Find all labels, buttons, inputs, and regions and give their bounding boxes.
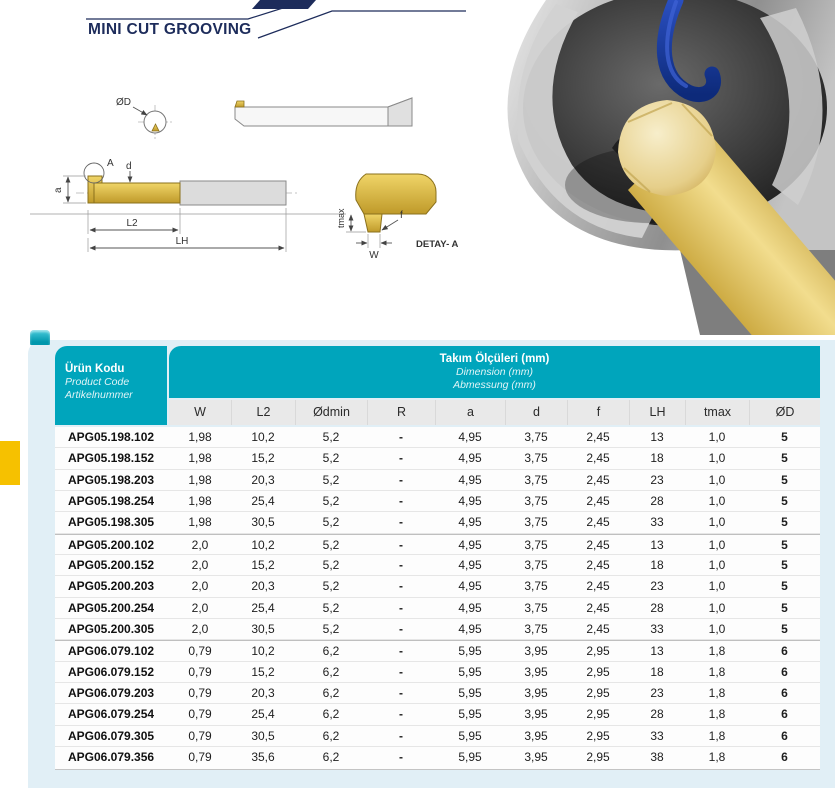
value-cell: 5,2	[322, 515, 340, 530]
value-cell: 5,2	[322, 472, 340, 487]
column-header: d	[505, 400, 567, 425]
od-label: ØD	[116, 97, 131, 108]
value-cell: 23	[650, 579, 664, 594]
value-cell: 5	[781, 537, 788, 552]
value-cell: 10,2	[251, 430, 275, 444]
table-row	[55, 470, 820, 491]
value-cell: 2,45	[586, 430, 610, 444]
value-cell: 0,79	[188, 644, 212, 659]
value-cell: 1,0	[708, 537, 726, 552]
column-header: a	[435, 400, 505, 425]
value-cell: -	[399, 664, 403, 679]
value-cell: 6,2	[322, 750, 340, 765]
dim-w-label: W	[369, 250, 379, 261]
value-cell: 5,95	[458, 686, 482, 701]
value-cell: 4,95	[458, 494, 482, 509]
value-cell: 0,79	[188, 750, 212, 765]
value-cell: -	[399, 494, 403, 509]
value-cell: 1,8	[708, 750, 726, 765]
value-cell: 2,95	[586, 707, 610, 722]
value-cell: 3,95	[524, 707, 548, 722]
value-cell: -	[399, 515, 403, 530]
value-cell: 18	[650, 558, 664, 573]
dim-a-label: a	[53, 187, 64, 193]
table-row	[55, 747, 820, 768]
value-cell: -	[399, 750, 403, 765]
value-cell: 5,2	[322, 451, 340, 466]
value-cell: 1,8	[708, 664, 726, 679]
column-header: ØD	[749, 400, 820, 425]
value-cell: 0,79	[188, 664, 212, 679]
value-cell: 6,2	[322, 686, 340, 701]
dim-lh-label: LH	[175, 236, 189, 247]
value-cell: 3,75	[524, 579, 548, 594]
product-code-cell: APG06.079.152	[68, 664, 155, 679]
column-header: R	[367, 400, 435, 425]
value-cell: 23	[650, 686, 664, 701]
value-cell: 3,75	[524, 451, 548, 466]
value-cell: 3,75	[524, 472, 548, 487]
dim-d-label: d	[126, 161, 132, 172]
product-code-cell: APG05.198.254	[68, 494, 155, 509]
product-code-cell: APG05.200.254	[68, 600, 155, 615]
value-cell: 2,45	[586, 622, 610, 637]
value-cell: 3,75	[524, 515, 548, 530]
value-cell: 6,2	[322, 707, 340, 722]
value-cell: 2,95	[586, 728, 610, 743]
product-code-cell: APG06.079.305	[68, 728, 155, 743]
value-cell: 1,0	[708, 451, 726, 466]
value-cell: 2,45	[586, 472, 610, 487]
value-cell: 33	[650, 515, 664, 530]
value-cell: 10,2	[251, 644, 275, 659]
value-cell: 33	[650, 728, 664, 743]
value-cell: 1,98	[188, 472, 212, 487]
value-cell: 5,95	[458, 707, 482, 722]
value-cell: 5,2	[322, 622, 340, 637]
value-cell: 3,95	[524, 664, 548, 679]
value-cell: 1,0	[708, 494, 726, 509]
value-cell: 13	[650, 537, 664, 552]
column-headers	[169, 400, 820, 425]
product-header-tr: Ürün Kodu	[65, 363, 125, 375]
value-cell: 4,95	[458, 622, 482, 637]
value-cell: 1,0	[708, 558, 726, 573]
table-body	[55, 427, 820, 770]
value-cell: -	[399, 558, 403, 573]
product-code-cell: APG05.200.305	[68, 622, 155, 637]
value-cell: 20,3	[251, 686, 275, 701]
table-row	[55, 619, 820, 640]
table-row	[55, 491, 820, 512]
value-cell: 1,98	[188, 515, 212, 530]
value-cell: 2,45	[586, 600, 610, 615]
product-header-de: Artikelnummer	[65, 389, 133, 401]
value-cell: 3,75	[524, 430, 548, 444]
table-header	[55, 346, 820, 425]
value-cell: 13	[650, 430, 664, 444]
value-cell: -	[399, 472, 403, 487]
value-cell: 28	[650, 600, 664, 615]
value-cell: 5,95	[458, 644, 482, 659]
value-cell: 3,75	[524, 622, 548, 637]
value-cell: 13	[650, 644, 664, 659]
value-cell: 1,0	[708, 472, 726, 487]
value-cell: 5,95	[458, 728, 482, 743]
dimensioned-view	[53, 158, 298, 252]
column-header: f	[567, 400, 629, 425]
value-cell: 3,95	[524, 686, 548, 701]
product-code-cell: APG06.079.102	[68, 644, 155, 659]
value-cell: 10,2	[251, 537, 275, 552]
front-view	[116, 97, 172, 139]
value-cell: 33	[650, 622, 664, 637]
column-header: tmax	[685, 400, 749, 425]
value-cell: 30,5	[251, 622, 275, 637]
value-cell: 2,45	[586, 537, 610, 552]
product-code-cell: APG05.198.102	[68, 430, 155, 444]
value-cell: 0,79	[188, 728, 212, 743]
value-cell: 18	[650, 664, 664, 679]
column-header: W	[194, 405, 206, 419]
table-row	[55, 512, 820, 533]
value-cell: 0,79	[188, 686, 212, 701]
value-cell: 35,6	[251, 750, 275, 765]
value-cell: -	[399, 451, 403, 466]
value-cell: 28	[650, 707, 664, 722]
side-index-tab	[0, 441, 20, 485]
value-cell: -	[399, 537, 403, 552]
value-cell: 3,75	[524, 600, 548, 615]
value-cell: 5	[781, 494, 788, 509]
value-cell: 2,0	[191, 558, 209, 573]
value-cell: 2,45	[586, 515, 610, 530]
value-cell: 6	[781, 728, 788, 743]
value-cell: 1,98	[188, 430, 212, 444]
value-cell: 1,8	[708, 644, 726, 659]
value-cell: 1,98	[188, 494, 212, 509]
product-code-cell: APG05.198.305	[68, 515, 155, 530]
value-cell: 1,8	[708, 707, 726, 722]
value-cell: -	[399, 644, 403, 659]
product-code-header	[55, 346, 167, 425]
column-header: Ødmin	[295, 400, 367, 425]
dim-tmax-label: tmax	[336, 208, 346, 228]
product-table	[55, 346, 820, 770]
value-cell: -	[399, 686, 403, 701]
value-cell: 1,0	[708, 600, 726, 615]
table-row	[55, 598, 820, 619]
value-cell: 5,2	[322, 600, 340, 615]
value-cell: 4,95	[458, 430, 482, 444]
value-cell: 1,98	[188, 451, 212, 466]
value-cell: 2,95	[586, 686, 610, 701]
table-row	[55, 726, 820, 747]
table-row	[55, 534, 820, 555]
value-cell: 4,95	[458, 515, 482, 530]
technical-drawing	[30, 70, 480, 300]
dim-f-label: f	[400, 210, 403, 221]
value-cell: 3,95	[524, 644, 548, 659]
product-code-cell: APG06.079.356	[68, 750, 155, 765]
value-cell: 1,0	[708, 622, 726, 637]
value-cell: 4,95	[458, 537, 482, 552]
table-row	[55, 427, 820, 448]
value-cell: 25,4	[251, 494, 275, 509]
value-cell: 3,95	[524, 728, 548, 743]
value-cell: 2,0	[191, 537, 209, 552]
value-cell: 28	[650, 494, 664, 509]
value-cell: 3,95	[524, 750, 548, 765]
value-cell: 1,0	[708, 579, 726, 594]
value-cell: 6	[781, 644, 788, 659]
dimension-header-en: Dimension (mm)	[455, 366, 533, 378]
value-cell: 5,2	[322, 558, 340, 573]
value-cell: 5	[781, 515, 788, 530]
value-cell: 6	[781, 707, 788, 722]
panel-corner-icon	[30, 330, 50, 345]
value-cell: 15,2	[251, 558, 275, 573]
value-cell: 2,95	[586, 664, 610, 679]
value-cell: -	[399, 622, 403, 637]
value-cell: 3,75	[524, 494, 548, 509]
value-cell: 5,95	[458, 750, 482, 765]
product-code-cell: APG05.198.203	[68, 472, 155, 487]
table-row	[55, 448, 820, 469]
detail-marker-label: A	[107, 158, 114, 169]
value-cell: 4,95	[458, 579, 482, 594]
value-cell: 6	[781, 686, 788, 701]
value-cell: 1,0	[708, 515, 726, 530]
value-cell: 5	[781, 579, 788, 594]
value-cell: 23	[650, 472, 664, 487]
value-cell: 20,3	[251, 579, 275, 594]
product-code-cell: APG05.200.152	[68, 558, 155, 573]
table-row	[55, 576, 820, 597]
value-cell: 25,4	[251, 707, 275, 722]
product-code-cell: APG05.200.102	[68, 537, 155, 552]
value-cell: 1,0	[708, 430, 726, 444]
product-header-en: Product Code	[65, 376, 130, 388]
value-cell: -	[399, 600, 403, 615]
table-row	[55, 662, 820, 683]
value-cell: 4,95	[458, 472, 482, 487]
value-cell: 5,2	[322, 537, 340, 552]
value-cell: 5,2	[322, 430, 340, 444]
value-cell: 5	[781, 451, 788, 466]
value-cell: 18	[650, 451, 664, 466]
product-code-cell: APG06.079.203	[68, 686, 155, 701]
detail-title: DETAY- A	[416, 239, 459, 250]
value-cell: 20,3	[251, 472, 275, 487]
dim-l2-label: L2	[126, 218, 138, 229]
value-cell: -	[399, 579, 403, 594]
value-cell: 5	[781, 558, 788, 573]
value-cell: 1,8	[708, 728, 726, 743]
value-cell: 1,8	[708, 686, 726, 701]
value-cell: 5,2	[322, 494, 340, 509]
table-row	[55, 683, 820, 704]
value-cell: 6	[781, 750, 788, 765]
value-cell: 38	[650, 750, 664, 765]
value-cell: 25,4	[251, 600, 275, 615]
value-cell: 5	[781, 430, 788, 444]
value-cell: 5	[781, 622, 788, 637]
value-cell: 2,45	[586, 451, 610, 466]
value-cell: -	[399, 728, 403, 743]
value-cell: 5,2	[322, 579, 340, 594]
page-title: MINI CUT GROOVING	[88, 21, 252, 38]
tool-tip	[618, 100, 716, 196]
value-cell: 2,0	[191, 600, 209, 615]
side-view	[235, 98, 412, 126]
dimension-header	[169, 346, 820, 398]
table-row	[55, 640, 820, 661]
table-row	[55, 704, 820, 725]
value-cell: -	[399, 707, 403, 722]
value-cell: 5	[781, 600, 788, 615]
value-cell: 2,45	[586, 558, 610, 573]
value-cell: 0,79	[188, 707, 212, 722]
value-cell: -	[399, 430, 403, 444]
value-cell: 4,95	[458, 451, 482, 466]
product-photo	[460, 0, 835, 335]
product-code-cell: APG06.079.254	[68, 707, 155, 722]
product-code-cell: APG05.200.203	[68, 579, 155, 594]
column-header: L2	[231, 400, 295, 425]
value-cell: 2,95	[586, 644, 610, 659]
value-cell: 30,5	[251, 515, 275, 530]
value-cell: 3,75	[524, 537, 548, 552]
value-cell: 2,95	[586, 750, 610, 765]
value-cell: 4,95	[458, 600, 482, 615]
value-cell: 2,0	[191, 622, 209, 637]
value-cell: 2,45	[586, 494, 610, 509]
value-cell: 5,95	[458, 664, 482, 679]
value-cell: 6,2	[322, 728, 340, 743]
value-cell: 30,5	[251, 728, 275, 743]
value-cell: 6,2	[322, 664, 340, 679]
value-cell: 3,75	[524, 558, 548, 573]
value-cell: 15,2	[251, 664, 275, 679]
product-code-cell: APG05.198.152	[68, 451, 155, 466]
value-cell: 4,95	[458, 558, 482, 573]
value-cell: 6,2	[322, 644, 340, 659]
column-header: LH	[629, 400, 685, 425]
value-cell: 2,0	[191, 579, 209, 594]
value-cell: 15,2	[251, 451, 275, 466]
value-cell: 5	[781, 472, 788, 487]
dimension-header-tr: Takım Ölçüleri (mm)	[439, 353, 550, 365]
value-cell: 6	[781, 664, 788, 679]
value-cell: 2,45	[586, 579, 610, 594]
dimension-header-de: Abmessung (mm)	[453, 379, 536, 391]
table-row	[55, 555, 820, 576]
